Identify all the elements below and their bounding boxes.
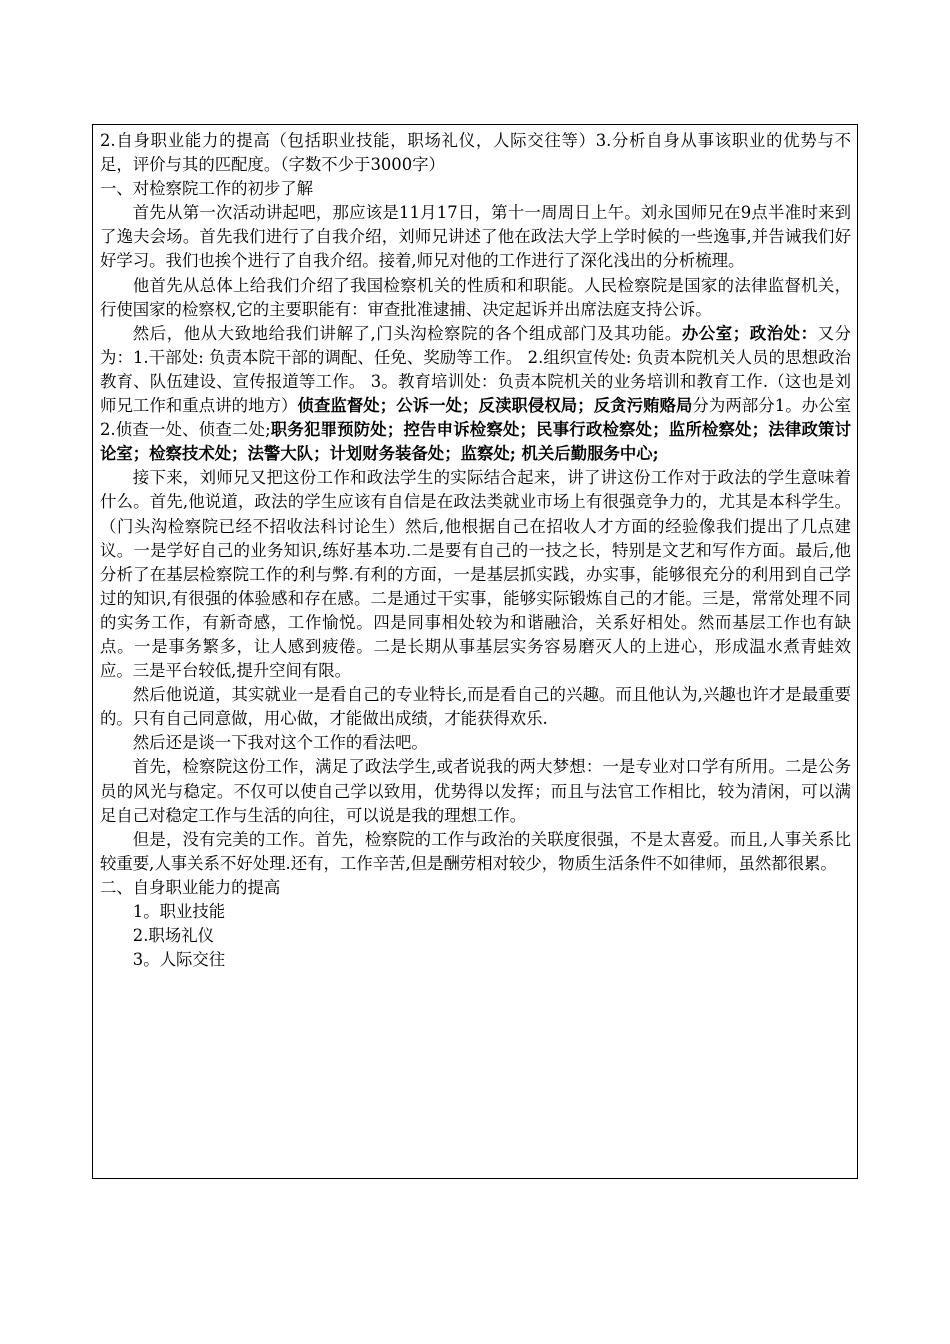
- section-2-heading: 二、自身职业能力的提高: [100, 877, 281, 897]
- paragraph-interest: 然后他说道，其实就业一是看自己的专业特长,而是看自己的兴趣。而且他认为,兴趣也许才是最重要的。只有自己同意做，用心做，才能做出成绩，才能获得欢乐.: [100, 685, 851, 729]
- paragraph-advantages: 首先，检察院这份工作，满足了政法学生,或者说我的两大梦想：一是专业对口学有所用。二是公务员的风光与稳定。不仅可以使自己学以致用，优势得以发挥；而且与法官工作相比，较为清闲，可以满足自己对稳定工作与生活的向往，可以说是我的理想工作。: [100, 757, 851, 825]
- document-content-box: [92, 124, 858, 1179]
- paragraph-disadvantages: 但是，没有完美的工作。首先，检察院的工作与政治的关联度很强，不是太喜爱。而且,人事关系比较重要,人事关系不好处理.还有，工作辛苦,但是酬劳相对较少，物质生活条件不如律师，虽然都很累。: [100, 829, 851, 873]
- paragraph-procuratorate-functions: 他首先从总体上给我们介绍了我国检察机关的性质和和职能。人民检察院是国家的法律监督机关，行使国家的检察权,它的主要职能有：审查批准逮捕、决定起诉并出席法庭支持公诉。: [100, 275, 851, 319]
- paragraph-my-view-intro: 然后还是谈一下我对这个工作的看法吧。: [132, 733, 428, 753]
- paragraph-departments: [100, 322, 851, 467]
- list-item: 3。人际交往: [132, 950, 226, 970]
- list-item: 2.职场礼仪: [132, 926, 214, 946]
- header-paragraph: 2.自身职业能力的提高（包括职业技能，职场礼仪，人际交往等）3.分析自身从事该职业的优势与不足，评价与其的匹配度。（字数不少于3000字）: [100, 131, 851, 175]
- paragraph-first-activity: 首先从第一次活动讲起吧，那应该是11月17日，第十一周周日上午。刘永国师兄在9点半准时来到了逸夫会场。首先我们进行了自我介绍，刘师兄讲述了他在政法大学上学时候的一些逸事,并告诫我们好好学习。我们也挨个进行了自我介绍。接着,师兄对他的工作进行了深化浅出的分析梳理。: [100, 203, 851, 271]
- list-item: 1。职业技能: [132, 902, 226, 921]
- section-1-heading: 一、对检察院工作的初步了解: [100, 179, 314, 199]
- departments-text-2: 又分为：1.干部处: 负责本院干部的调配、任免、奖励等工作。 2.组织宣传处: 负责本院机关人员的思想政治教育、队伍建设、宣传报道等工作。 3。教育培训处：负责本院机关的业务培训和教育工作.（这也是刘师兄工作和重点讲的地方）: [100, 323, 852, 416]
- paragraph-career-advice: 接下来，刘师兄又把这份工作和政法学生的实际结合起来，讲了讲这份工作对于政法的学生意味着什么。首先,他说道，政法的学生应该有自信是在政法类就业市场上有很强竞争力的，尤其是本科学生。（门头沟检察院已经不招收法科讨论生）然后,他根据自己在招收人才方面的经验像我们提出了几点建议。一是学好自己的业务知识,练好基本功.二是要有自己的一技之长，特别是文艺和写作方面。最后,他分析了在基层检察院工作的利与弊.有利的方面，一是基层抓实践，办实事，能够很充分的利用到自己学过的知识,有很强的体验感和存在感。二是通过干实事，能够实际锻炼自己的才能。三是，常常处理不同的实务工作，有新奇感，工作愉悦。四是同事相处较为和谐融洽，关系好相处。然而基层工作也有缺点。一是事务繁多，让人感到疲倦。二是长期从事基层实务容易磨灭人的上进心，形成温水煮青蛙效应。三是平台较低,提升空间有限。: [100, 468, 851, 681]
- departments-bold-2: 侦查监督处；公诉一处；反渎职侵权局；反贪污贿赂局: [297, 396, 693, 416]
- departments-text-1: 然后，他从大致地给我们讲解了,门头沟检察院的各个组成部门及其功能。: [132, 323, 682, 343]
- departments-bold-3: 职务犯罪预防处；控告申诉检察处；民事行政检察处；监所检察处；法律政策讨论室；检察技术处；法警大队；计划财务装备处；监察处; 机关后勤服务中心;: [100, 420, 851, 464]
- departments-text-3: 分为两部分1。办公室2.侦查一处、侦查二处;: [100, 396, 851, 440]
- departments-bold-1: 办公室；政治处：: [681, 323, 818, 343]
